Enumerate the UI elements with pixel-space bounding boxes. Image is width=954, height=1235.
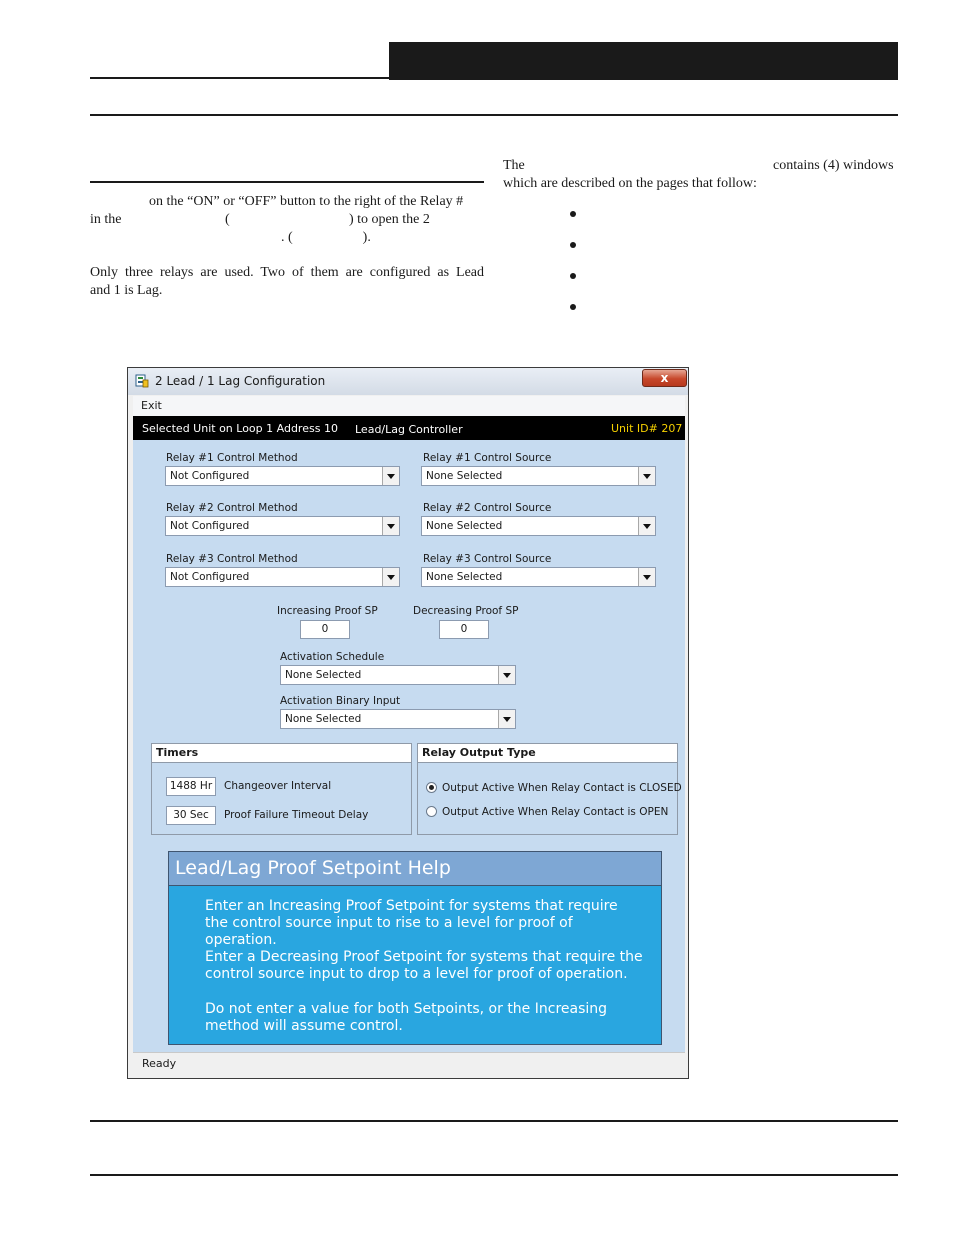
footer-rule-1 bbox=[90, 1120, 898, 1122]
window-titlebar[interactable] bbox=[128, 368, 688, 395]
activation-binary-label: Activation Binary Input bbox=[280, 695, 401, 707]
help-paragraph-2: Enter a Decreasing Proof Setpoint for systems that require the control source input to drop to a level for proof of operation. bbox=[205, 949, 643, 982]
chevron-down-icon[interactable] bbox=[382, 467, 399, 485]
relay3-method-label: Relay #3 Control Method bbox=[166, 553, 298, 565]
left-para2-line1: Only three relays are used. Two of them are configured as Lead bbox=[90, 265, 484, 280]
unit-id: Unit ID# 207 bbox=[611, 422, 683, 435]
timers-group bbox=[151, 743, 412, 835]
chevron-down-icon[interactable] bbox=[638, 517, 655, 535]
left-para1-line1: on the “ON” or “OFF” button to the right of the Relay # bbox=[149, 194, 464, 209]
activation-schedule-value: None Selected bbox=[285, 669, 362, 681]
close-button[interactable]: x bbox=[642, 369, 687, 387]
status-bar bbox=[133, 1052, 685, 1075]
relay1-method-value: Not Configured bbox=[170, 470, 250, 482]
proof-timeout-label: Proof Failure Timeout Delay bbox=[224, 809, 369, 821]
header-bottom-rule bbox=[90, 114, 898, 116]
dec-proof-input[interactable]: 0 bbox=[439, 620, 489, 639]
bullet-2 bbox=[570, 242, 576, 248]
help-title: Lead/Lag Proof Setpoint Help bbox=[169, 852, 661, 886]
help-paragraph-1: Enter an Increasing Proof Setpoint for systems that require the control source input to rise to a level for proof of operation. bbox=[205, 898, 618, 948]
relay2-source-value: None Selected bbox=[426, 520, 503, 532]
radio-closed[interactable] bbox=[426, 782, 437, 793]
left-para1-line3: . ( ). bbox=[281, 230, 371, 245]
proof-timeout-input[interactable]: 30 Sec bbox=[166, 806, 216, 825]
chevron-down-icon[interactable] bbox=[382, 568, 399, 586]
help-paragraph-3: Do not enter a value for both Setpoints, or the Increasing method will assume control. bbox=[205, 1001, 608, 1034]
relay1-method-select[interactable] bbox=[165, 466, 400, 486]
header-left-rule bbox=[90, 77, 390, 79]
activation-schedule-select[interactable] bbox=[280, 665, 516, 685]
option-closed-label[interactable]: Output Active When Relay Contact is CLOSED bbox=[442, 782, 682, 794]
dec-proof-label: Decreasing Proof SP bbox=[413, 605, 519, 617]
relay2-source-label: Relay #2 Control Source bbox=[423, 502, 552, 514]
relay3-source-select[interactable] bbox=[421, 567, 656, 587]
activation-binary-value: None Selected bbox=[285, 713, 362, 725]
right-para-line1a: The bbox=[503, 158, 525, 173]
left-para1-line2b: ( bbox=[225, 212, 230, 227]
chevron-down-icon[interactable] bbox=[638, 467, 655, 485]
relay3-method-select[interactable] bbox=[165, 567, 400, 587]
left-para1-line2c: ) to open the 2 bbox=[349, 212, 430, 227]
changeover-label: Changeover Interval bbox=[224, 780, 332, 792]
controller-name: Lead/Lag Controller bbox=[355, 423, 463, 436]
menu-exit[interactable]: Exit bbox=[141, 399, 162, 412]
left-para1-line2a: in the bbox=[90, 212, 122, 227]
left-para2-line2: and 1 is Lag. bbox=[90, 283, 163, 298]
footer-rule-2 bbox=[90, 1174, 898, 1176]
activation-schedule-label: Activation Schedule bbox=[280, 651, 385, 663]
help-panel bbox=[168, 851, 662, 1045]
timers-title: Timers bbox=[152, 744, 411, 763]
option-open-label[interactable]: Output Active When Relay Contact is OPEN bbox=[442, 806, 669, 818]
chevron-down-icon[interactable] bbox=[498, 710, 515, 728]
inc-proof-label: Increasing Proof SP bbox=[277, 605, 378, 617]
chevron-down-icon[interactable] bbox=[638, 568, 655, 586]
relay2-method-value: Not Configured bbox=[170, 520, 250, 532]
relay3-source-value: None Selected bbox=[426, 571, 503, 583]
relay2-method-label: Relay #2 Control Method bbox=[166, 502, 298, 514]
selected-unit-text: Selected Unit on Loop 1 Address 10 bbox=[142, 422, 338, 435]
relay3-method-value: Not Configured bbox=[170, 571, 250, 583]
relay-output-title: Relay Output Type bbox=[418, 744, 677, 763]
right-para-line2: which are described on the pages that follow: bbox=[503, 176, 757, 191]
activation-binary-select[interactable] bbox=[280, 709, 516, 729]
right-para-line1b: contains (4) windows bbox=[773, 158, 894, 173]
header-black-bar bbox=[389, 42, 898, 80]
relay1-method-label: Relay #1 Control Method bbox=[166, 452, 298, 464]
chevron-down-icon[interactable] bbox=[498, 666, 515, 684]
section-rule bbox=[90, 181, 484, 183]
relay1-source-value: None Selected bbox=[426, 470, 503, 482]
bullet-1 bbox=[570, 211, 576, 217]
window-title: 2 Lead / 1 Lag Configuration bbox=[155, 374, 326, 388]
changeover-input[interactable]: 1488 Hr bbox=[166, 777, 216, 796]
relay3-source-label: Relay #3 Control Source bbox=[423, 553, 552, 565]
app-icon bbox=[135, 374, 149, 388]
chevron-down-icon[interactable] bbox=[382, 517, 399, 535]
bullet-3 bbox=[570, 273, 576, 279]
inc-proof-input[interactable]: 0 bbox=[300, 620, 350, 639]
status-text: Ready bbox=[142, 1057, 177, 1070]
info-bar bbox=[133, 416, 685, 440]
relay1-source-select[interactable] bbox=[421, 466, 656, 486]
relay2-method-select[interactable] bbox=[165, 516, 400, 536]
relay-output-group bbox=[417, 743, 682, 835]
relay1-source-label: Relay #1 Control Source bbox=[423, 452, 552, 464]
radio-open[interactable] bbox=[426, 806, 437, 817]
bullet-4 bbox=[570, 304, 576, 310]
menu-bar bbox=[133, 396, 685, 416]
config-window bbox=[127, 367, 689, 1079]
relay2-source-select[interactable] bbox=[421, 516, 656, 536]
